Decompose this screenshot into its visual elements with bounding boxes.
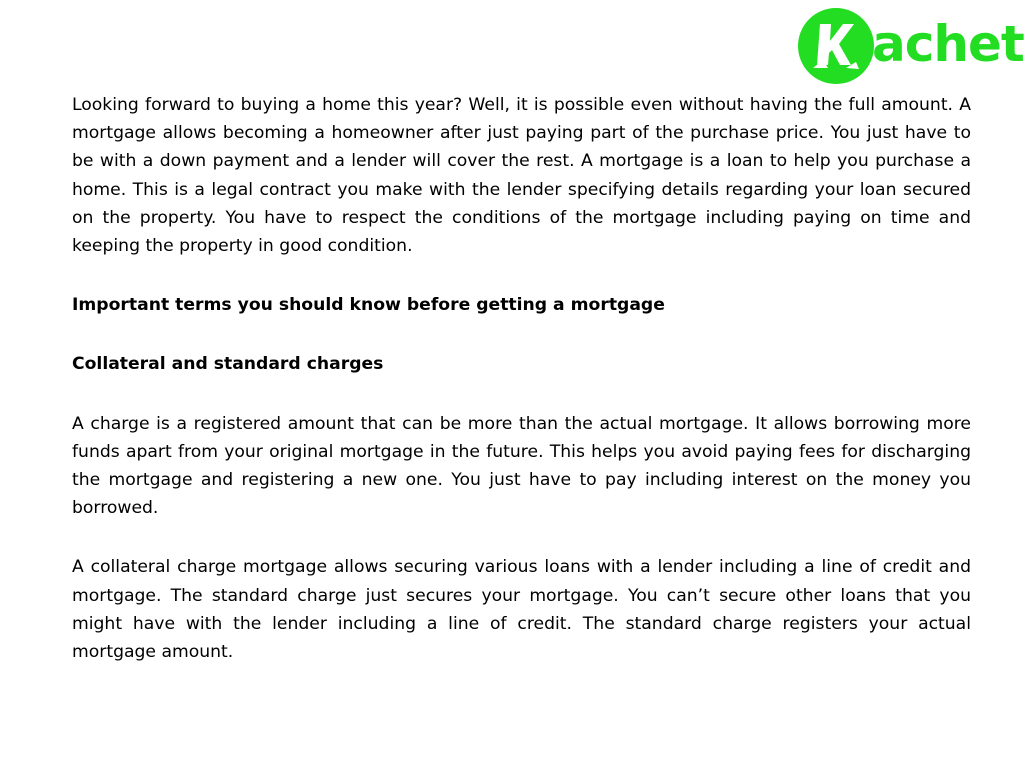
intro-paragraph: Looking forward to buying a home this year? Well, it is possible even without having the full amount. A mortgage allows becoming a homeowner after just paying part of the purchase price. You just have to be with a down payment and a lender will cover the rest. A mortgage is a loan to help you purchase a home. This is a legal contract you make with the lender specifying details regarding your loan secured on the property. You have to respect the conditions of the mortgage including paying on time and keeping the property in good condition. [72,95,971,257]
document-body [72,91,971,697]
logo-k-icon [798,8,874,84]
charge-paragraph: A charge is a registered amount that can be more than the actual mortgage. It allows borrowing more funds apart from your original mortgage in the future. This helps you avoid paying fees for discharging the mortgage and registering a new one. You just have to pay including interest on the money you borrowed. [72,413,971,519]
section-heading-terms: Important terms you should know before getting a mortgage [72,295,665,316]
collateral-paragraph: A collateral charge mortgage allows securing various loans with a lender including a line of credit and mortgage. The standard charge just secures your mortgage. You can’t secure other loans that you might have with the lender including a line of credit. The standard charge registers your actual mortgage amount. [72,557,971,663]
kachet-logo [798,8,1024,84]
section-heading-collateral: Collateral and standard charges [72,354,384,375]
logo-wordmark: achet [872,15,1024,73]
